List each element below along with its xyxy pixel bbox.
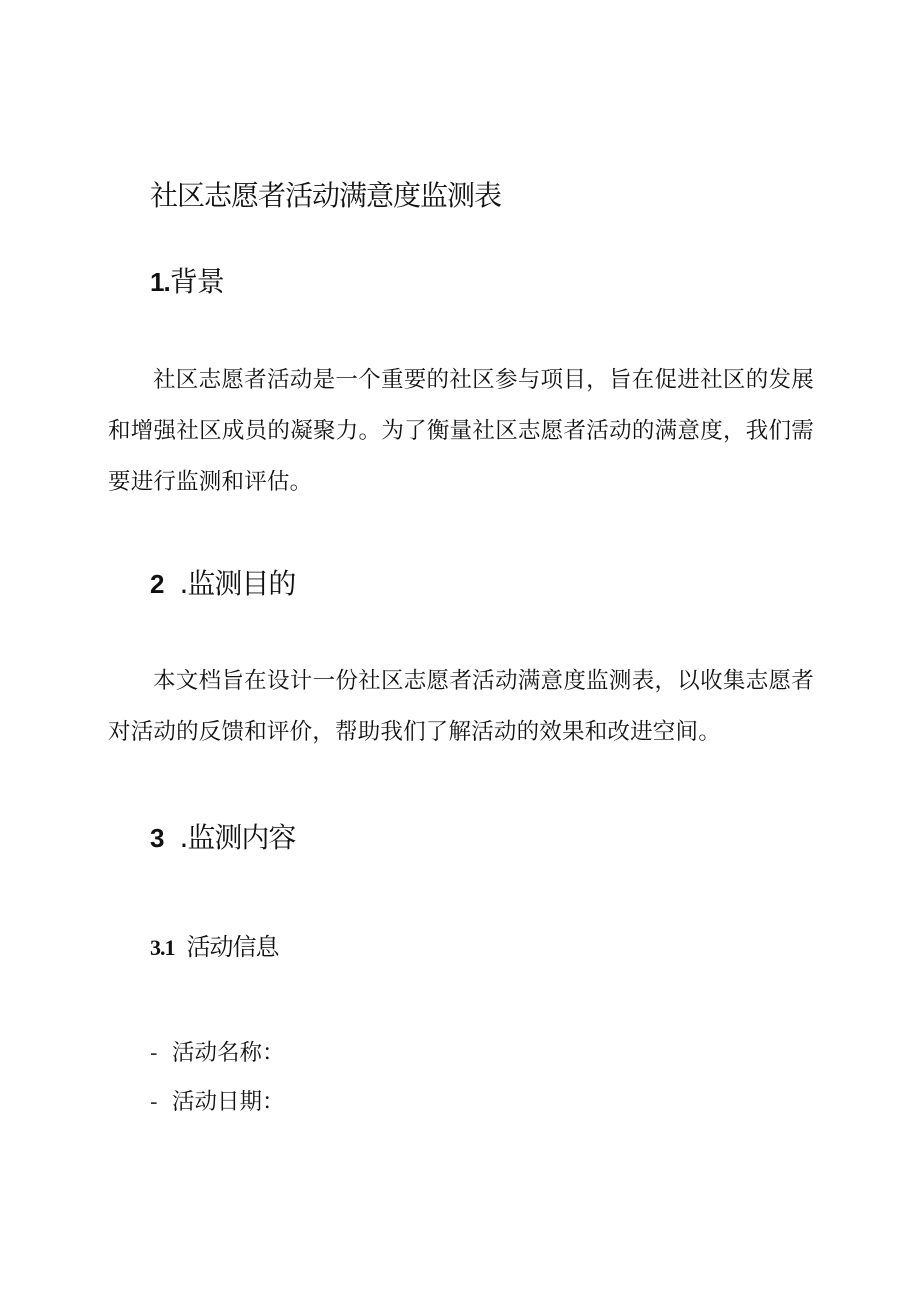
section-title: .监测内容 [179,821,296,854]
section-number: 2 [150,569,164,599]
subsection-heading-activity-info [150,928,279,967]
field-activity-date [150,1082,285,1122]
list-bullet: - [150,1089,158,1115]
section-heading-purpose [150,564,295,604]
subsection-title: 活动信息 [186,933,279,961]
field-label: 活动日期： [172,1089,285,1115]
background-paragraph: 社区志愿者活动是一个重要的社区参与项目，旨在促进社区的发展和增强社区成员的凝聚力。为了衡量社区志愿者活动的满意度，我们需要进行监测和评估。 [108,367,814,495]
section-title: 背景 [169,265,224,298]
subsection-number: 3.1 [150,935,175,960]
section-number: 1. [150,267,170,297]
section-number: 3 [150,823,164,853]
list-bullet: - [150,1040,158,1066]
field-label: 活动名称： [172,1040,285,1066]
section-heading-content [150,818,295,858]
purpose-paragraph: 本文档旨在设计一份社区志愿者活动满意度监测表，以收集志愿者对活动的反馈和评价，帮助我们了解活动的效果和改进空间。 [108,668,814,745]
field-activity-name [150,1033,285,1073]
document-title: 社区志愿者活动满意度监测表 [150,179,502,212]
section-heading-background [150,262,224,302]
section-title: .监测目的 [179,567,296,600]
